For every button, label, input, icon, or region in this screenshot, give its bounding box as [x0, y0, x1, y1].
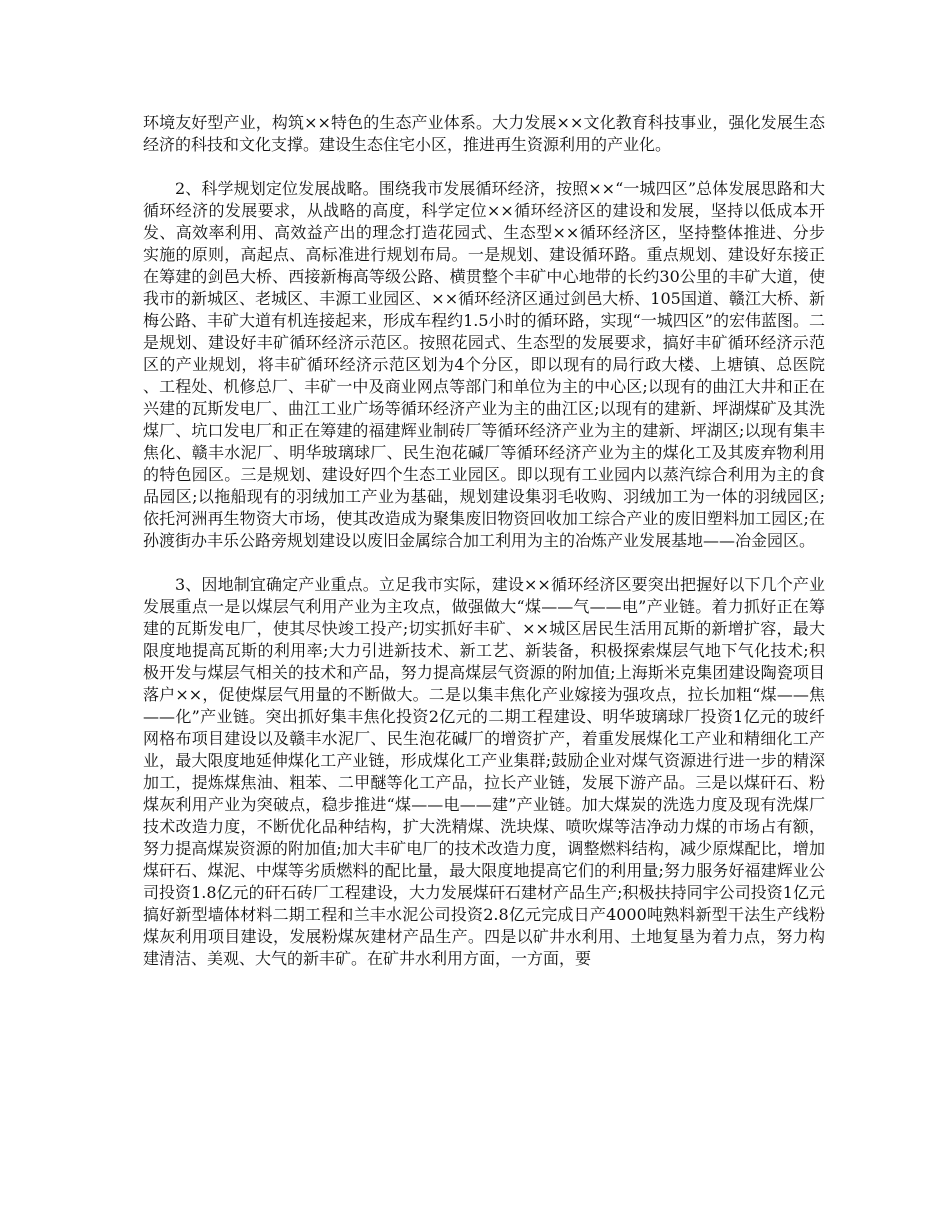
paragraph-intro: 环境友好型产业，构筑××特色的生态产业体系。大力发展××文化教育科技事业，强化发展生态经济的科技和文化支撑。建设生态住宅小区，推进再生资源利用的产业化。 — [143, 113, 825, 154]
paragraph-industry-focus: 3、因地制宜确定产业重点。立足我市实际，建设××循环经济区要突出把握好以下几个产业发展重点一是以煤层气利用产业为主攻点，做强做大“煤——气——电”产业链。着力抓好正在筹建的瓦斯发电厂，使其尽快竣工投产;切实抓好丰矿、××城区居民生活用瓦斯的新增扩容，最大限度地提高瓦斯的利用率;大力引进新技术、新工艺、新装备，积极探索煤层气地下气化技术;积极开发与煤层气相关的技术和产品，努力提高煤层气资源的附加值;上海斯米克集团建设陶瓷项目落户××，促使煤层气用量的不断做大。二是以集丰焦化产业嫁接为强攻点，拉长加粗“煤——焦——化”产业链。突出抓好集丰焦化投资2亿元的二期工程建设、明华玻璃球厂投资1亿元的玻纤网格布项目建设以及赣丰水泥厂、民生泡花碱厂的增资扩产，着重发展煤化工产业和精细化工产业，最大限度地延伸煤化工产业链，形成煤化工产业集群;鼓励企业对煤气资源进行进一步的精深加工，提炼煤焦油、粗苯、二甲醚等化工产品，拉长产业链，发展下游产品。三是以煤矸石、粉煤灰利用产业为突破点，稳步推进“煤——电——建”产业链。加大煤炭的洗选力度及现有洗煤厂技术改造力度，不断优化品种结构，扩大洗精煤、洗块煤、喷吹煤等洁净动力煤的市场占有额，努力提高煤炭资源的附加值;加大丰矿电厂的技术改造力度，调整燃料结构，减少原煤配比，增加煤矸石、煤泥、中煤等劣质燃料的配比量，最大限度地提高它们的利用量;努力服务好福建辉业公司投资1.8亿元的矸石砖厂工程建设，大力发展煤矸石建材产品生产;积极扶持同宇公司投资1亿元搞好新型墙体材料二期工程和兰丰水泥公司投资2.8亿元完成日产4000吨熟料新型干法生产线粉煤灰利用项目建设，发展粉煤灰建材产品生产。四是以矿井水利用、土地复垦为着力点，努力构建清洁、美观、大气的新丰矿。在矿井水利用方面，一方面，要 — [143, 575, 825, 968]
document-page — [143, 112, 825, 992]
paragraph-planning-strategy: 2、科学规划定位发展战略。围绕我市发展循环经济，按照××“一城四区”总体发展思路和大循环经济的发展要求，从战略的高度，科学定位××循环经济区的建设和发展，坚持以低成本开发、高效率利用、高效益产出的理念打造花园式、生态型××循环经济区，坚持整体推进、分步实施的原则，高起点、高标准进行规划布局。一是规划、建设循环路。重点规划、建设好东接正在筹建的剑邑大桥、西接新梅高等级公路、横贯整个丰矿中心地带的长约30公里的丰矿大道，使我市的新城区、老城区、丰源工业园区、××循环经济区通过剑邑大桥、105国道、赣江大桥、新梅公路、丰矿大道有机连接起来，形成车程约1.5小时的循环路，实现“一城四区”的宏伟蓝图。二是规划、建设好丰矿循环经济示范区。按照花园式、生态型的发展要求，搞好丰矿循环经济示范区的产业规划，将丰矿循环经济示范区划为4个分区，即以现有的局行政大楼、上塘镇、总医院、工程处、机修总厂、丰矿一中及商业网点等部门和单位为主的中心区;以现有的曲江大井和正在兴建的瓦斯发电厂、曲江工业广场等循环经济产业为主的曲江区;以现有的建新、坪湖煤矿及其洗煤厂、坑口发电厂和正在筹建的福建辉业制砖厂等循环经济产业为主的建新、坪湖区;以现有集丰焦化、赣丰水泥厂、明华玻璃球厂、民生泡花碱厂等循环经济产业为主的煤化工及其废弃物利用的特色园区。三是规划、建设好四个生态工业园区。即以现有工业园内以蒸汽综合利用为主的食品园区;以拖船现有的羽绒加工产业为基础，规划建设集羽毛收购、羽绒加工为一体的羽绒园区;依托河洲再生物资大市场，使其改造成为聚集废旧物资回收加工综合产业的废旧塑料加工园区;在孙渡街办丰乐公路旁规划建设以废旧金属综合加工利用为主的冶炼产业发展基地——冶金园区。 — [143, 179, 825, 550]
